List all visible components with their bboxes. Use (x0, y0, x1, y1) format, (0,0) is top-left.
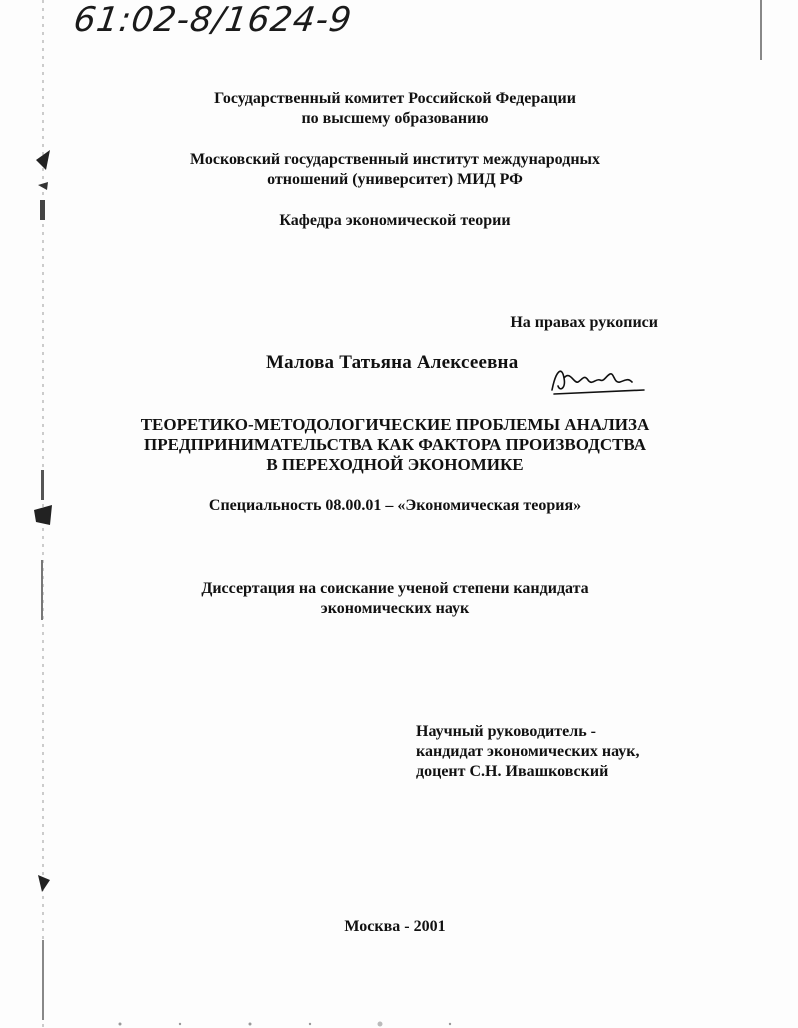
author-name: Малова Татьяна Алексеевна (266, 352, 519, 373)
city-year: Москва - 2001 (344, 918, 446, 935)
binding-edge-marks (28, 0, 58, 1028)
author-signature (548, 360, 648, 400)
ministry-line: Государственный комитет Российской Федерации (214, 90, 576, 107)
supervisor-block (416, 722, 639, 782)
department-heading: Кафедра экономической теории (279, 212, 511, 229)
dissertation-statement (100, 579, 690, 619)
institute-line: отношений (университет) МИД РФ (267, 171, 523, 188)
manuscript-note: На правах рукописи (510, 314, 658, 331)
scan-edge-line (760, 0, 762, 60)
institute-line: Московский государственный институт международных (189, 151, 601, 168)
ministry-heading (100, 89, 690, 129)
supervisor-line: кандидат экономических наук, (416, 743, 640, 760)
scan-bottom-marks (100, 1020, 600, 1028)
specialty-line: Специальность 08.00.01 – «Экономическая теория» (208, 497, 582, 514)
archive-number: 61:02-8/1624-9 (71, 0, 355, 40)
institute-heading (100, 150, 690, 190)
ministry-line: по высшему образованию (301, 110, 489, 127)
title-line: ТЕОРЕТИКО-МЕТОДОЛОГИЧЕСКИЕ ПРОБЛЕМЫ АНАЛИЗА (140, 415, 650, 434)
title-line: ПРЕДПРИНИМАТЕЛЬСТВА КАК ФАКТОРА ПРОИЗВОДСТВА (144, 435, 646, 454)
dissertation-line: Диссертация на соискание ученой степени кандидата (201, 580, 589, 597)
supervisor-line: Научный руководитель - (416, 723, 596, 740)
supervisor-line: доцент С.Н. Ивашковский (416, 763, 609, 780)
dissertation-line: экономических наук (320, 600, 470, 617)
title-line: В ПЕРЕХОДНОЙ ЭКОНОМИКЕ (266, 455, 524, 474)
dissertation-title (120, 415, 670, 475)
